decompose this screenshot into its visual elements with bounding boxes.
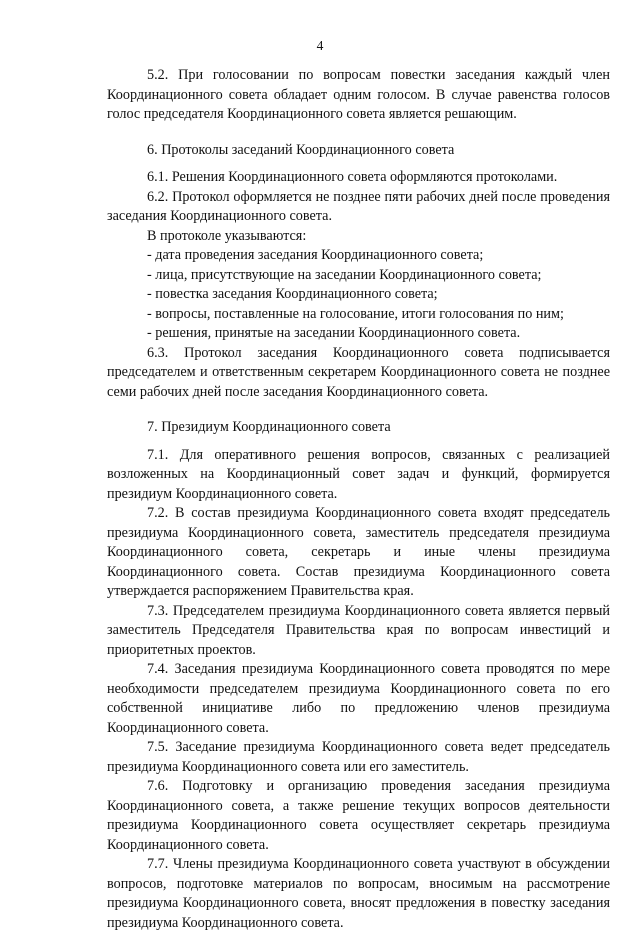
paragraph-7-7: 7.7. Члены президиума Координационного совета участвуют в обсуждении вопросов, подготовке материалов по вопросам, вносимым на рассмотрение президиума Координационного совета, вносят предложения в повестку заседания президиума Координационного совета. [107, 856, 610, 931]
paragraph-7-6: 7.6. Подготовку и организацию проведения заседания президиума Координационного совета, а также решение текущих вопросов деятельности президиума Координационного совета осуществляет секретарь президиума Координационного совета. [107, 778, 610, 853]
paragraph-7-5: 7.5. Заседание президиума Координационного совета ведет председатель президиума Координационного совета или его заместитель. [107, 739, 610, 775]
list-item: - вопросы, поставленные на голосование, итоги голосования по ним; [147, 305, 564, 322]
paragraph-6-3: 6.3. Протокол заседания Координационного совета подписывается председателем и ответственным секретарем Координационного совета не позднее семи рабочих дней после заседания Координационного совета. [107, 344, 610, 400]
list-item: - лица, присутствующие на заседании Координационного совета; [147, 266, 542, 283]
list-item: - решения, принятые на заседании Координационного совета. [147, 325, 521, 341]
paragraph-6-1: 6.1. Решения Координационного совета оформляются протоколами. [147, 169, 558, 185]
paragraph-6-2: 6.2. Протокол оформляется не позднее пяти рабочих дней после проведения заседания Координационного совета. [107, 188, 610, 224]
document-body [107, 66, 610, 933]
paragraph-7-3: 7.3. Председателем президиума Координационного совета является первый заместитель Председателя Правительства края по вопросам инвестиций и приоритетных проектов. [107, 602, 610, 658]
section-heading-7: 7. Президиум Координационного совета [147, 419, 391, 435]
paragraph-7-4: 7.4. Заседания президиума Координационного совета проводятся по мере необходимости председателем президиума Координационного совета по его собственной инициативе либо по предложению членов президиума Координационного совета. [107, 661, 610, 736]
paragraph-7-2: 7.2. В состав президиума Координационного совета входят председатель президиума Координационного совета, заместитель председателя президиума Координационного совета, секретарь и иные члены президиума Координационного совета. Состав президиума Координационного совета утверждается распоряжением Правительства края. [107, 505, 610, 599]
list-item: - дата проведения заседания Координационного совета; [147, 247, 484, 263]
list-item: - повестка заседания Координационного совета; [147, 286, 438, 302]
protocol-contents-intro: В протоколе указываются: [147, 227, 307, 244]
paragraph-7-1: 7.1. Для оперативного решения вопросов, связанных с реализацией возложенных на Координационный совет задач и функций, формируется президиум Координационного совета. [107, 446, 610, 502]
section-heading-6: 6. Протоколы заседаний Координационного совета [147, 141, 455, 158]
page-number: 4 [316, 38, 324, 53]
paragraph-5-2: 5.2. При голосовании по вопросам повестки заседания каждый член Координационного совета обладает одним голосом. В случае равенства голосов голос председателя Координационного совета является решающим. [107, 67, 610, 122]
